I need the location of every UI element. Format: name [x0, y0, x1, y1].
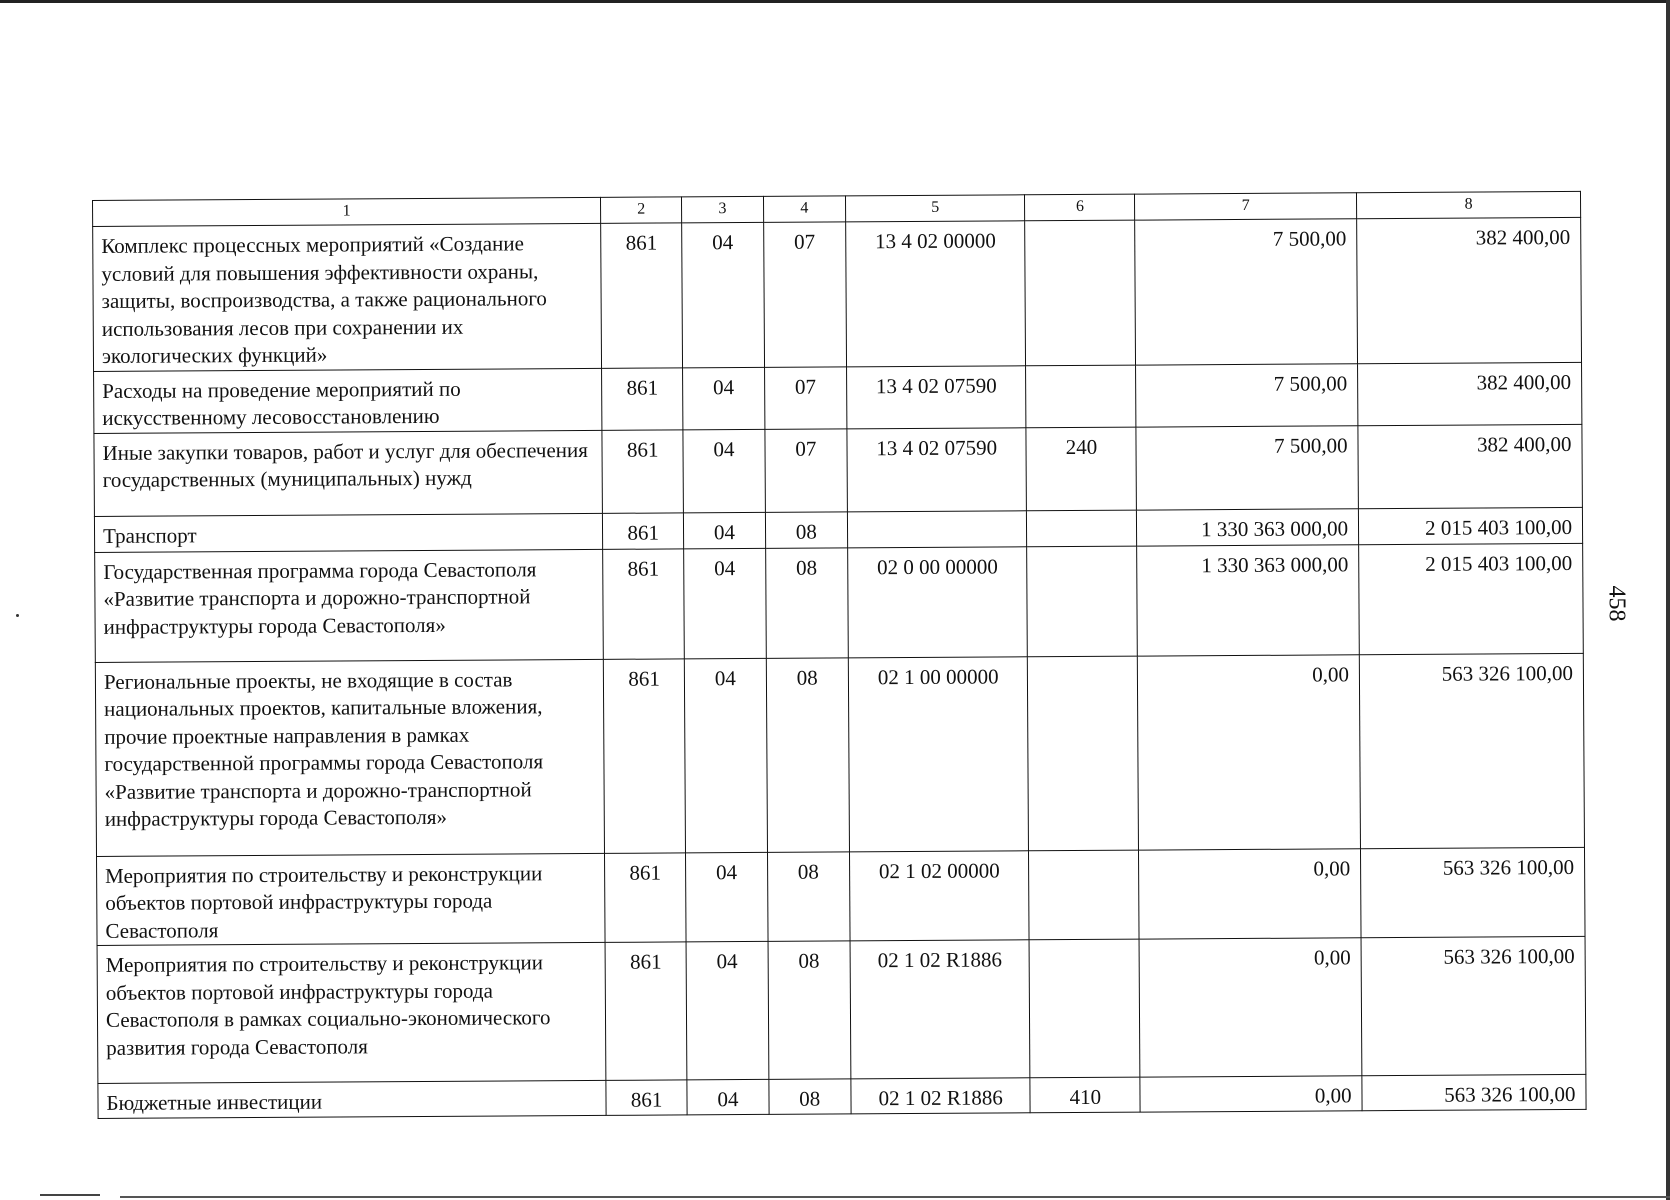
- amount-col8: 382 400,00: [1357, 217, 1582, 363]
- section-code: 04: [684, 512, 766, 548]
- row-name: Иные закупки товаров, работ и услуг для обеспечения государственных (муниципальных) нужд: [94, 430, 602, 516]
- amount-col7: 0,00: [1138, 654, 1361, 849]
- amount-col7: 0,00: [1139, 938, 1362, 1077]
- subsection-code: 07: [765, 428, 848, 512]
- scan-speck: [16, 614, 19, 617]
- section-code: 04: [686, 852, 768, 942]
- table-row: [93, 217, 1582, 371]
- target-article: 13 4 02 07590: [846, 365, 1026, 428]
- section-code: 04: [683, 429, 765, 512]
- column-number: 1: [93, 197, 601, 226]
- amount-col7: 7 500,00: [1136, 363, 1358, 426]
- subsection-code: 08: [768, 1079, 851, 1114]
- ministry-code: 861: [605, 942, 687, 1080]
- expense-type: [1027, 510, 1137, 547]
- row-name: Мероприятия по строительству и реконструкции объектов портовой инфраструктуры города Севастополя в рамках социально-экономического развития города Севастополя: [97, 942, 606, 1083]
- target-article: 02 1 00 00000: [848, 656, 1029, 851]
- ministry-code: 861: [603, 548, 685, 658]
- section-code: 04: [686, 941, 768, 1079]
- table-row: [94, 424, 1582, 516]
- expense-type: [1027, 546, 1137, 657]
- target-article: 02 0 00 00000: [848, 546, 1028, 657]
- table-row: [95, 653, 1584, 856]
- target-article: 13 4 02 00000: [846, 221, 1026, 367]
- column-number: 7: [1135, 193, 1357, 220]
- row-name: Транспорт: [94, 513, 602, 552]
- column-number: 4: [763, 196, 846, 223]
- section-code: 04: [682, 222, 764, 367]
- section-code: 04: [685, 658, 767, 852]
- ministry-code: 861: [604, 852, 686, 942]
- expense-type: 240: [1026, 427, 1136, 511]
- amount-col8: 563 326 100,00: [1361, 847, 1585, 938]
- ministry-code: 861: [602, 512, 684, 548]
- subsection-code: 07: [763, 222, 846, 367]
- expense-type: [1026, 365, 1136, 428]
- expense-type: [1030, 939, 1141, 1078]
- column-number: 2: [600, 197, 681, 223]
- subsection-code: 08: [767, 851, 850, 941]
- row-name: Бюджетные инвестиции: [98, 1080, 606, 1118]
- target-article: 02 1 02 00000: [849, 850, 1029, 941]
- table-row: [97, 847, 1586, 946]
- column-number: 5: [845, 195, 1025, 222]
- subsection-code: 08: [768, 941, 851, 1080]
- ministry-code: 861: [603, 658, 685, 852]
- amount-col8: 563 326 100,00: [1361, 936, 1586, 1075]
- column-number: 6: [1025, 194, 1135, 221]
- amount-col7: 1 330 363 000,00: [1137, 544, 1359, 655]
- amount-col8: 382 400,00: [1358, 424, 1582, 508]
- expense-type: 410: [1030, 1077, 1140, 1112]
- subsection-code: 08: [765, 511, 848, 548]
- row-name: Региональные проекты, не входящие в состав национальных проектов, капитальные вложения, прочие проектные направления в рамках государственной программы города Севастополя «Развитие транспорта и дорожно-транспортной инфраструктуры города Севастополя»: [95, 659, 604, 856]
- subsection-code: 08: [766, 657, 850, 851]
- page-number: 458: [1603, 585, 1630, 622]
- amount-col7: 1 330 363 000,00: [1137, 508, 1359, 545]
- table-row: [94, 362, 1582, 433]
- expense-type: [1025, 220, 1136, 365]
- column-number: 8: [1357, 191, 1581, 218]
- scan-top-edge: [0, 0, 1670, 3]
- scan-bottom-edge: [120, 1196, 1670, 1198]
- amount-col7: 7 500,00: [1136, 425, 1358, 509]
- expense-type: [1028, 656, 1139, 851]
- amount-col7: 0,00: [1139, 848, 1361, 939]
- section-code: 04: [687, 1079, 769, 1114]
- ministry-code: 861: [602, 429, 684, 512]
- row-name: Комплекс процессных мероприятий «Создание условий для повышения эффективности охраны, защиты, воспроизводства, а также рационального использования лесов при сохранении их экологических функций»: [93, 223, 602, 371]
- amount-col7: 0,00: [1140, 1076, 1362, 1112]
- row-name: Расходы на проведение мероприятий по искусственному лесовосстановлению: [94, 368, 602, 433]
- amount-col8: 2 015 403 100,00: [1359, 543, 1584, 654]
- target-article: 02 1 02 R1886: [851, 1078, 1031, 1114]
- subsection-code: 08: [765, 547, 848, 658]
- scan-bottom-mark: [40, 1194, 100, 1196]
- amount-col8: 382 400,00: [1358, 362, 1582, 425]
- target-article: 02 1 02 R1886: [850, 940, 1030, 1079]
- subsection-code: 07: [764, 366, 847, 429]
- amount-col8: 563 326 100,00: [1362, 1074, 1586, 1110]
- row-name: Государственная программа города Севастополя «Развитие транспорта и дорожно-транспортной инфраструктуры города Севастополя»: [95, 549, 604, 662]
- section-code: 04: [684, 548, 766, 658]
- row-name: Мероприятия по строительству и реконструкции объектов портовой инфраструктуры города Севастополя: [97, 853, 606, 946]
- column-number: 3: [682, 196, 763, 222]
- expense-type: [1029, 850, 1139, 940]
- amount-col7: 7 500,00: [1135, 219, 1358, 365]
- amount-col8: 2 015 403 100,00: [1358, 507, 1582, 544]
- target-article: [847, 510, 1027, 547]
- table-row: [95, 543, 1584, 662]
- amount-col8: 563 326 100,00: [1359, 653, 1584, 848]
- ministry-code: 861: [602, 367, 684, 429]
- section-code: 04: [683, 367, 765, 429]
- table-row: [97, 936, 1586, 1083]
- budget-table: [92, 191, 1587, 1119]
- target-article: 13 4 02 07590: [847, 427, 1027, 511]
- ministry-code: 861: [601, 223, 683, 368]
- ministry-code: 861: [606, 1080, 688, 1115]
- scan-right-edge: [1666, 0, 1670, 1200]
